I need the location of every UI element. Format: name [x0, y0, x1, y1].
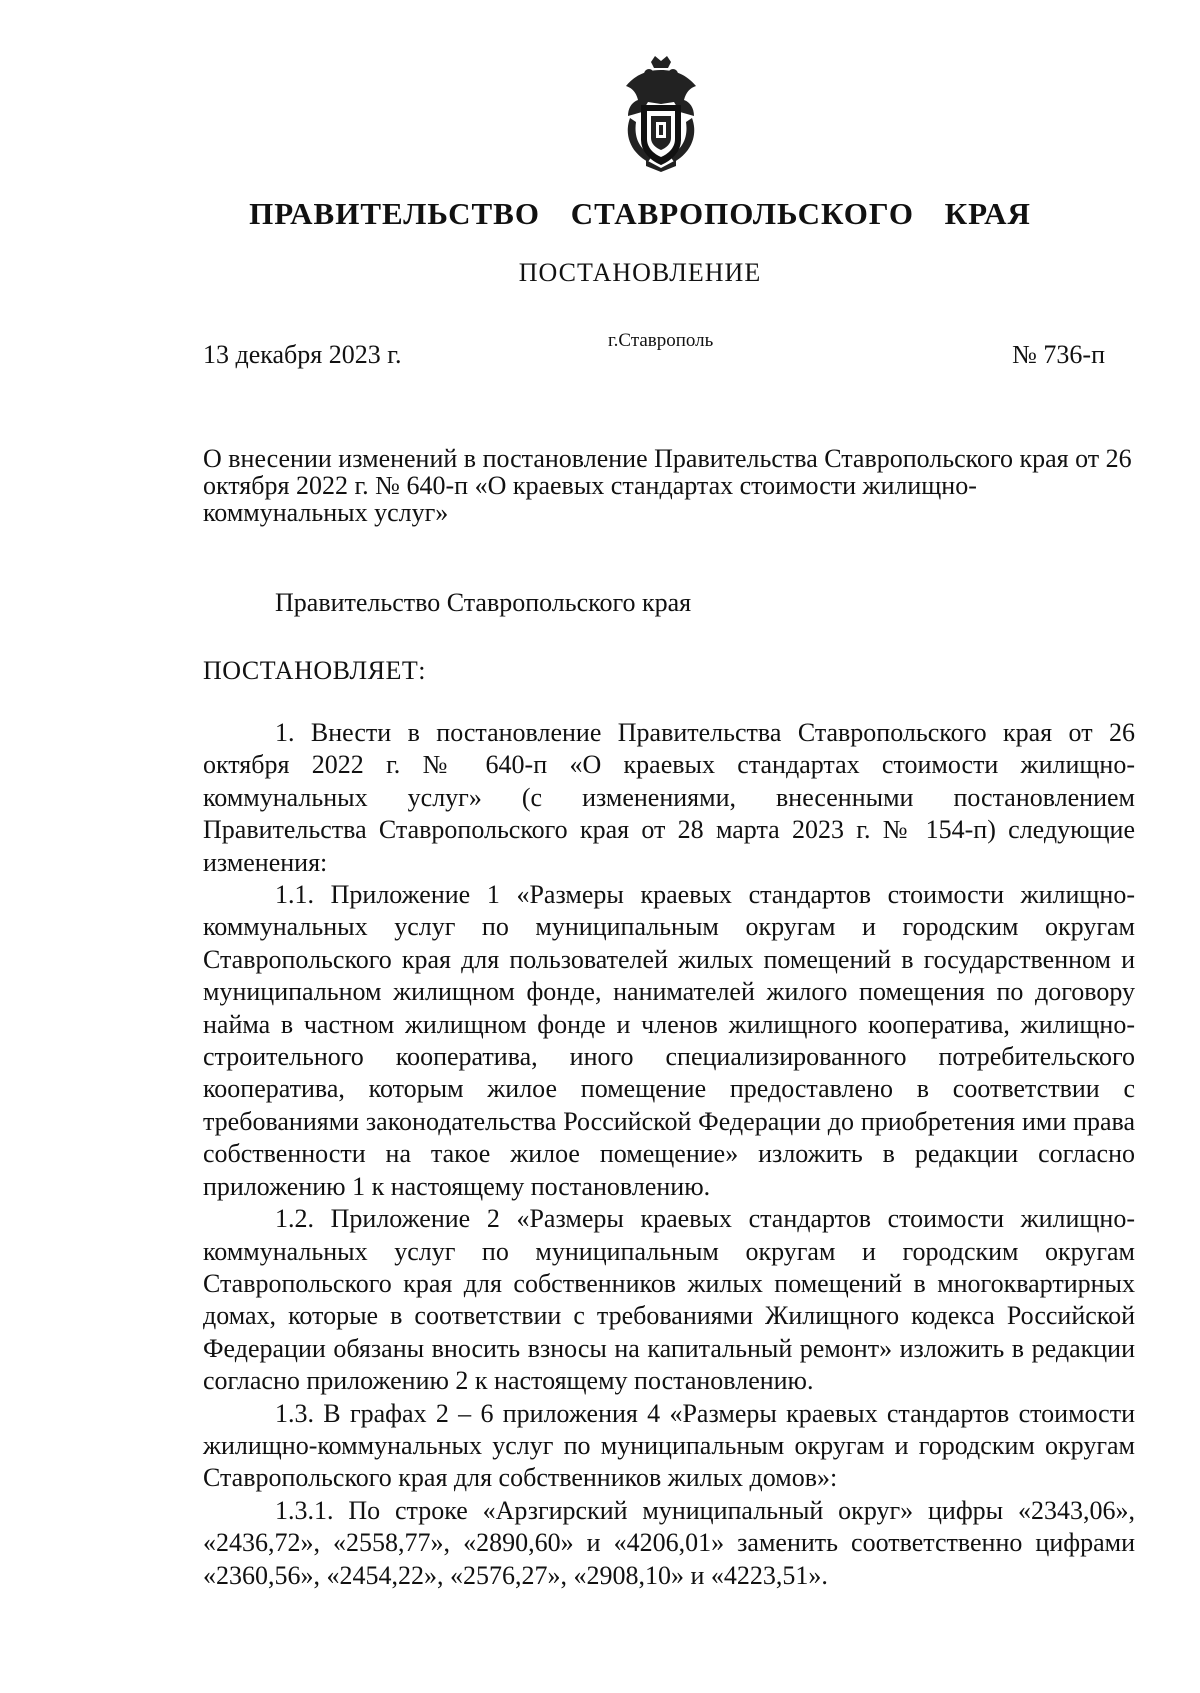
paragraph-1-2: 1.2. Приложение 2 «Размеры краевых стандартов стоимости жилищно-коммунальных услуг по муниципальным округам и городским округам Ставропольского края для собственников жилых помещений в многоквартирных домах, которые в соответствии с требованиями Жилищного кодекса Российской Федерации обязаны вносить взносы на капитальный ремонт» изложить в редакции согласно приложению 2 к настоящему постановлению.	[203, 1204, 1135, 1396]
document-number: № 736-п	[1012, 340, 1105, 369]
document-type: ПОСТАНОВЛЕНИЕ	[518, 258, 762, 287]
stavropol-coat-of-arms-icon	[618, 56, 704, 172]
decree-word: ПОСТАНОВЛЯЕТ:	[203, 656, 426, 685]
paragraph-1-1: 1.1. Приложение 1 «Размеры краевых стандартов стоимости жилищно-коммунальных услуг по муниципальным округам и городским округам Ставропольского края для пользователей жилых помещений в государственном и муниципальном жилищном фонде, нанимателей жилого помещения по договору найма в частном жилищном фонде и членов жилищного кооператива, жилищно-строительного кооператива, иного специализированного потребительского кооператива, которым жилое помещение предоставлено в соответствии с требованиями законодательства Российской Федерации до приобретения ими права собственности на такое жилое помещение» изложить в редакции согласно приложению 1 к настоящему постановлению.	[203, 880, 1135, 1201]
document-body	[203, 717, 1135, 1592]
document-city: г.Ставрополь	[608, 330, 714, 351]
document-subject: О внесении изменений в постановление Правительства Ставропольского края от 26 октября 2022 г. № 640-п «О краевых стандартах стоимости жилищно-коммунальных услуг»	[203, 444, 1132, 527]
document-date: 13 декабря 2023 г.	[203, 340, 402, 369]
government-title: ПРАВИТЕЛЬСТВО СТАВРОПОЛЬСКОГО КРАЯ	[249, 196, 1031, 231]
paragraph-1-3-1: 1.3.1. По строке «Арзгирский муниципальный округ» цифры «2343,06», «2436,72», «2558,77», «2890,60» и «4206,01» заменить соответственно цифрами «2360,56», «2454,22», «2576,27», «2908,10» и «4223,51».	[203, 1495, 1135, 1590]
paragraph-1: 1. Внести в постановление Правительства Ставропольского края от 26 октября 2022 г. № 640-п «О краевых стандартах стоимости жилищно-коммунальных услуг» (с изменениями, внесенными постановлением Правительства Ставропольского края от 28 марта 2023 г. № 154-п) следующие изменения:	[203, 718, 1135, 877]
preamble: Правительство Ставропольского края	[275, 588, 692, 617]
paragraph-1-3: 1.3. В графах 2 – 6 приложения 4 «Размеры краевых стандартов стоимости жилищно-коммунальных услуг по муниципальным округам и городским округам Ставропольского края для собственников жилых домов»:	[203, 1398, 1135, 1493]
